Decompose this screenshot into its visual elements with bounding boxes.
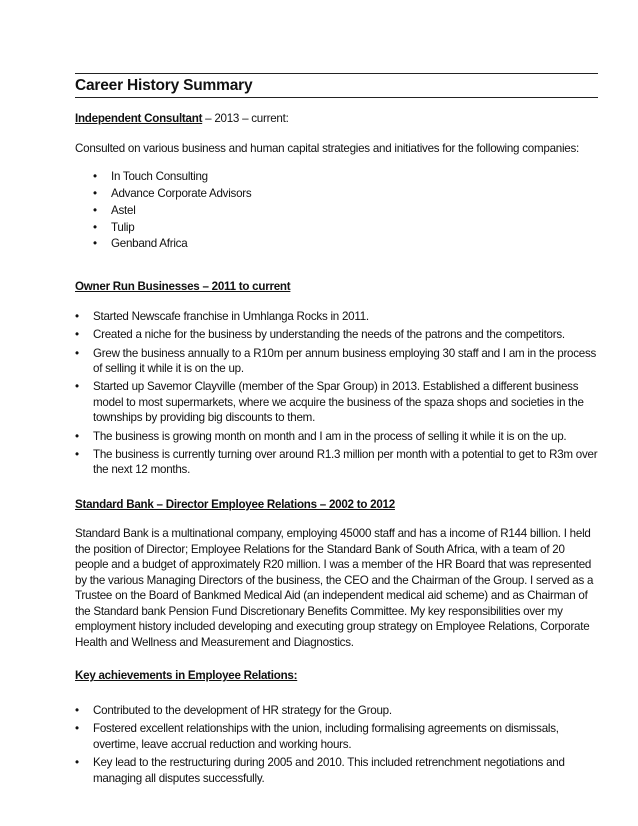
independent-consultant-intro: Consulted on various business and human capital strategies and initiatives for the following companies:	[75, 141, 580, 155]
document-content	[75, 110, 598, 786]
independent-consultant-dates: – 2013 – current:	[202, 112, 289, 125]
key-achievements-list	[75, 703, 598, 786]
standard-bank-paragraph: Standard Bank is a multinational company, employing 45000 staff and has a income of R144 billion. I held the position of Director; Employee Relations for the Standard Bank of South Africa, with a team of 20 people and a budget of approximately R20 million. I was a member of the HR Board that was represented by the various Managing Directors of the business, the CEO and the Chairman of the Group. I served as a Trustee on the Board of Bankmed Medical Aid (an independent medical aid scheme) and as Chairman of the Standard bank Pension Fund Discretionary Benefits Committee. My key responsibilities over my employment history included developing and executing group strategy on Employee Relations, Corporate Health and Wellness and Measurement and Diagnostics.	[75, 527, 594, 649]
owner-run-heading: Owner Run Businesses – 2011 to current	[75, 280, 291, 294]
list-item: • Contributed to the development of HR strategy for the Group.	[75, 703, 598, 718]
list-item: • Genband Africa	[93, 236, 598, 253]
list-item: • Tulip	[93, 220, 598, 237]
independent-consultant-heading: Independent Consultant	[75, 112, 203, 125]
list-item: • Advance Corporate Advisors	[93, 186, 598, 203]
list-item: • Created a niche for the business by understanding the needs of the patrons and the competitors.	[75, 327, 598, 342]
list-item: • Key lead to the restructuring during 2005 and 2010. This included retrenchment negotiations and managing all disputes successfully.	[75, 755, 598, 786]
company-list	[93, 169, 598, 253]
standard-bank-heading: Standard Bank – Director Employee Relations – 2002 to 2012	[75, 497, 395, 511]
section-title-block	[75, 73, 598, 98]
independent-consultant-line	[75, 111, 598, 127]
list-item: • Grew the business annually to a R10m per annum business employing 30 staff and I am in the process of selling it while it is on the up.	[75, 346, 598, 377]
key-achievements-heading: Key achievements in Employee Relations:	[75, 669, 298, 683]
list-item: • Fostered excellent relationships with the union, including formalising agreements on dismissals, overtime, leave accrual reduction and working hours.	[75, 721, 598, 752]
list-item: • The business is growing month on month and I am in the process of selling it while it is on the up.	[75, 429, 598, 444]
owner-run-list	[75, 309, 598, 478]
list-item: • The business is currently turning over around R1.3 million per month with a potential to get to R3m over the next 12 months.	[75, 447, 598, 478]
page-title: Career History Summary	[75, 77, 253, 94]
list-item: • Astel	[93, 203, 598, 220]
list-item: • Started up Savemor Clayville (member of the Spar Group) in 2013. Established a different business model to most supermarkets, where we acquire the business of the spaza shops and societies in the townships by providing big discounts to them.	[75, 379, 598, 425]
list-item: • Started Newscafe franchise in Umhlanga Rocks in 2011.	[75, 309, 598, 324]
list-item: • In Touch Consulting	[93, 169, 598, 186]
